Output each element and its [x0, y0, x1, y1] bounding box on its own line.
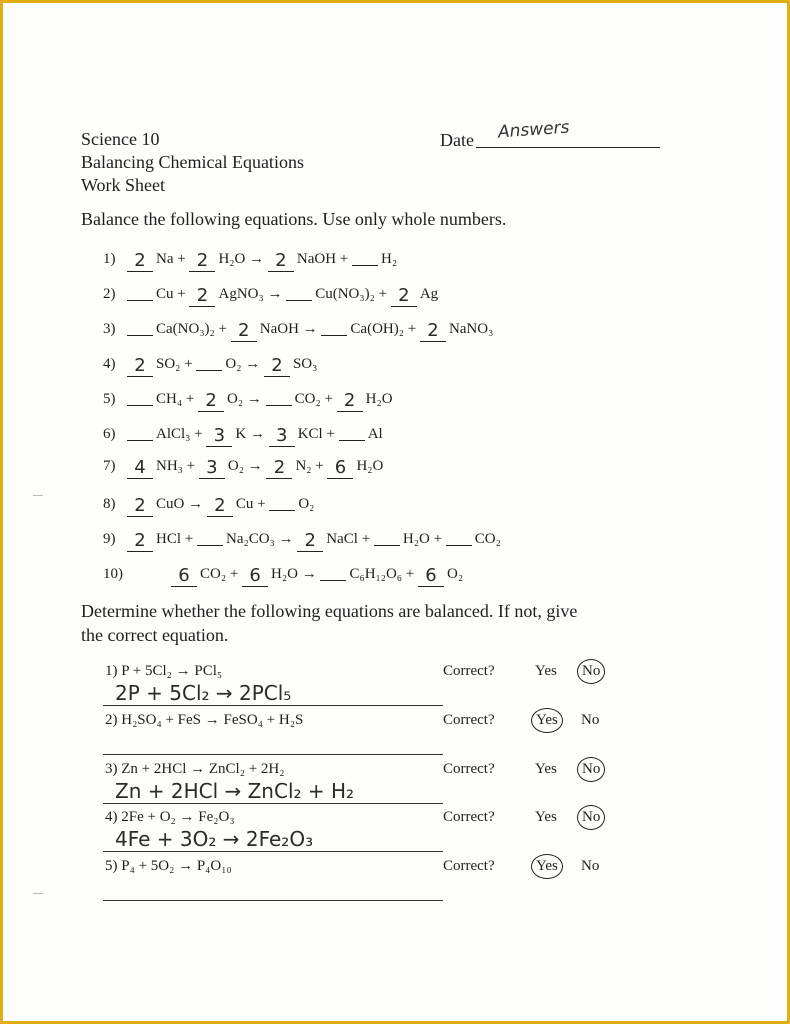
handwritten-coefficient: 6	[334, 457, 347, 478]
coefficient-blank	[231, 320, 257, 342]
part2-instruction-line2: the correct equation.	[81, 625, 229, 645]
reaction-arrow: →	[263, 286, 287, 302]
coefficient-blank	[207, 495, 233, 517]
handwritten-coefficient: 2	[427, 320, 439, 341]
handwritten-coefficient: 2	[343, 390, 356, 411]
handwritten-coefficient: 2	[196, 285, 209, 306]
plus-sign: +	[173, 251, 190, 267]
part2-instruction-line1: Determine whether the following equations are balanced. If not, give	[81, 601, 578, 621]
equation-term	[266, 391, 321, 407]
equation-term	[127, 250, 174, 271]
coefficient-blank	[197, 528, 223, 546]
chemical-formula: CuO	[156, 496, 185, 512]
reaction-arrow: →	[274, 531, 298, 547]
check-item-equation	[105, 809, 235, 826]
chemical-formula: CH₄	[156, 391, 183, 407]
equation-term	[418, 565, 464, 586]
equation-term	[127, 530, 182, 551]
no-label: No	[581, 712, 600, 728]
no-circled: No	[577, 659, 605, 684]
chemical-formula: H₂O	[218, 251, 246, 267]
no-label: No	[581, 858, 600, 874]
equation-term	[321, 321, 404, 337]
handwritten-coefficient: 2	[196, 250, 209, 271]
chemical-formula: H₂	[381, 251, 398, 267]
correct-question: Correct?	[443, 712, 495, 728]
check-item-equation	[105, 663, 222, 680]
plus-sign: +	[182, 391, 199, 407]
no-option	[581, 761, 601, 778]
coefficient-blank	[189, 285, 215, 307]
equation-number: 7)	[103, 458, 116, 474]
equation-term	[286, 286, 375, 302]
reaction-arrow: →	[246, 426, 269, 442]
chemical-formula: N₂	[295, 458, 312, 474]
plus-sign: +	[374, 286, 391, 302]
equation-number: 6)	[103, 426, 116, 442]
correct-question: Correct?	[443, 858, 495, 874]
plus-sign: +	[336, 251, 352, 267]
chemical-formula: O₂	[447, 566, 464, 582]
chemical-formula: Na₂CO₃	[225, 531, 275, 547]
chemical-formula: CO₂	[200, 566, 227, 582]
equation-term	[352, 251, 397, 267]
plus-sign: +	[403, 321, 420, 337]
equation-term	[189, 285, 264, 306]
yes-label: Yes	[535, 663, 557, 679]
coefficient-blank	[269, 425, 295, 447]
worksheet-page	[3, 3, 787, 1021]
coefficient-blank	[327, 457, 353, 479]
yes-option	[535, 712, 559, 729]
plus-sign: +	[253, 496, 270, 512]
reaction-arrow: →	[243, 458, 267, 474]
reaction-arrow: →	[297, 566, 321, 582]
chemical-formula: Cu(NO₃)₂	[315, 286, 375, 302]
handwritten-answer: 4Fe + 3O₂ → 2Fe₂O₃	[115, 827, 314, 851]
equation-term	[242, 565, 298, 586]
yes-label: Yes	[535, 761, 557, 777]
handwritten-coefficient: 3	[275, 425, 288, 446]
equation-number: 10)	[103, 566, 123, 582]
item-number: 5)	[105, 858, 122, 874]
no-option	[581, 663, 601, 680]
handwritten-coefficient: 3	[213, 425, 226, 446]
handwritten-coefficient: 2	[273, 457, 286, 478]
chemical-formula: O₂	[298, 496, 315, 512]
equation-number: 5)	[103, 391, 116, 407]
yes-option	[535, 858, 559, 875]
equation-term	[196, 356, 241, 372]
handwritten-coefficient: 4	[134, 457, 146, 478]
equation-term	[207, 495, 254, 516]
correct-question: Correct?	[443, 761, 495, 777]
equation-term	[127, 391, 182, 407]
coefficient-blank	[337, 390, 363, 412]
coefficient-blank	[374, 528, 400, 546]
chemical-formula: C₆H₁₂O₆	[349, 566, 403, 582]
coefficient-blank	[189, 250, 215, 272]
equation-row	[103, 423, 383, 447]
worksheet-subtitle: Work Sheet	[81, 175, 166, 195]
item-equation: H₂SO₄ + FeS → FeSO₄ + H₂S	[121, 712, 304, 728]
coefficient-blank	[127, 530, 153, 552]
equation-row	[103, 458, 383, 479]
chemical-formula: NaCl	[326, 531, 358, 547]
yes-option	[535, 663, 557, 680]
yes-label: Yes	[535, 809, 557, 825]
chemical-formula: O₂	[227, 391, 244, 407]
reaction-arrow: →	[184, 496, 207, 512]
coefficient-blank	[127, 495, 153, 517]
coefficient-blank	[127, 457, 153, 479]
chemical-formula: Al	[367, 426, 383, 442]
equation-number: 4)	[103, 356, 116, 372]
chemical-formula: KCl	[297, 426, 323, 442]
coefficient-blank	[127, 283, 153, 301]
chemical-formula: NaOH	[259, 321, 299, 337]
chemical-formula: Ag	[419, 286, 439, 302]
chemical-formula: H₂O	[402, 531, 430, 547]
equation-term	[339, 426, 383, 442]
equation-term	[197, 531, 275, 547]
reaction-arrow: →	[245, 251, 268, 267]
equation-term	[171, 565, 227, 586]
handwritten-coefficient: 6	[425, 565, 437, 586]
date-field	[440, 117, 660, 151]
coefficient-blank	[268, 250, 294, 272]
chemical-formula: H₂O	[365, 391, 393, 407]
plus-sign: +	[190, 426, 207, 442]
handwritten-answer: 2P + 5Cl₂ → 2PCl₅	[115, 681, 292, 705]
equation-term	[127, 426, 190, 442]
coefficient-blank	[391, 285, 417, 307]
coefficient-blank	[196, 353, 222, 371]
plus-sign: +	[182, 458, 199, 474]
correct-question: Correct?	[443, 663, 495, 679]
coefficient-blank	[320, 563, 346, 581]
handwritten-coefficient: 2	[304, 530, 316, 551]
course-title: Science 10	[81, 129, 160, 149]
coefficient-blank	[127, 388, 153, 406]
coefficient-blank	[266, 457, 292, 479]
equation-term	[391, 285, 439, 306]
plus-sign: +	[402, 566, 419, 582]
coefficient-blank	[242, 565, 268, 587]
coefficient-blank	[199, 457, 225, 479]
equation-row	[103, 563, 463, 587]
answer-line	[103, 754, 443, 755]
handwritten-coefficient: 6	[249, 565, 261, 586]
plus-sign: +	[357, 531, 374, 547]
coefficient-blank	[127, 423, 153, 441]
item-equation: P + 5Cl₂ → PCl₅	[121, 663, 223, 679]
coefficient-blank	[198, 390, 224, 412]
chemical-formula: SO₂	[156, 356, 181, 372]
no-circled: No	[577, 757, 605, 782]
chemical-formula: SO₃	[292, 356, 318, 372]
coefficient-blank	[420, 320, 446, 342]
equation-row	[103, 528, 501, 552]
plus-sign: +	[320, 391, 337, 407]
item-equation: 2Fe + O₂ → Fe₂O₃	[121, 809, 235, 825]
coefficient-blank	[171, 565, 197, 587]
equation-term	[198, 390, 244, 411]
chemical-formula: AgNO₃	[218, 286, 264, 302]
check-item-equation	[105, 712, 303, 729]
handwritten-coefficient: 2	[214, 495, 226, 516]
equation-row	[103, 353, 317, 377]
equation-term	[327, 457, 384, 478]
coefficient-blank	[264, 355, 290, 377]
reaction-arrow: →	[298, 321, 322, 337]
plus-sign: +	[181, 531, 197, 547]
equation-row	[103, 388, 393, 412]
handwritten-coefficient: 2	[398, 285, 410, 306]
chemical-formula: Ca(NO₃)₂	[156, 321, 215, 337]
worksheet-title: Balancing Chemical Equations	[81, 152, 304, 172]
part1-instruction: Balance the following equations. Use only whole numbers.	[81, 209, 507, 229]
handwritten-coefficient: 3	[206, 457, 218, 478]
chemical-formula: NH₃	[156, 458, 183, 474]
equation-term	[269, 496, 314, 512]
coefficient-blank	[269, 493, 295, 511]
equation-term	[189, 250, 246, 271]
handwritten-coefficient: 2	[271, 355, 283, 376]
yes-option	[535, 761, 557, 778]
chemical-formula: Na	[156, 251, 174, 267]
plus-sign: +	[311, 458, 328, 474]
equation-term	[127, 355, 181, 376]
no-option	[581, 712, 599, 729]
correct-question: Correct?	[443, 809, 495, 825]
equation-term	[337, 390, 393, 411]
coefficient-blank	[127, 355, 153, 377]
answer-line	[103, 900, 443, 901]
handwritten-coefficient: 2	[238, 320, 250, 341]
check-item-equation	[105, 858, 232, 875]
handwritten-coefficient: 2	[134, 530, 146, 551]
chemical-formula: O₂	[225, 356, 242, 372]
equation-term	[231, 320, 299, 341]
item-number: 4)	[105, 809, 122, 825]
coefficient-blank	[418, 565, 444, 587]
equation-term	[264, 355, 318, 376]
no-circled: No	[577, 805, 605, 830]
answer-line	[103, 705, 443, 706]
chemical-formula: H₂O	[356, 458, 384, 474]
reaction-arrow: →	[243, 391, 266, 407]
equation-term	[268, 250, 337, 271]
handwritten-coefficient: 2	[275, 250, 287, 271]
reaction-arrow: →	[241, 356, 264, 372]
date-label: Date	[440, 130, 474, 150]
chemical-formula: Cu	[156, 286, 174, 302]
equation-term	[269, 425, 323, 446]
no-option	[581, 858, 599, 875]
equation-term	[446, 531, 501, 547]
equation-term	[374, 531, 430, 547]
handwritten-coefficient: 2	[134, 495, 146, 516]
coefficient-blank	[127, 250, 153, 272]
plus-sign: +	[214, 321, 231, 337]
item-number: 3)	[105, 761, 122, 777]
item-number: 1)	[105, 663, 122, 679]
equation-term	[127, 495, 185, 516]
equation-term	[127, 321, 215, 337]
equation-term	[297, 530, 358, 551]
chemical-formula: H₂O	[271, 566, 298, 582]
equation-term	[206, 425, 247, 446]
plus-sign: +	[322, 426, 339, 442]
handwritten-answer: Zn + 2HCl → ZnCl₂ + H₂	[115, 779, 355, 803]
equation-term	[127, 286, 174, 302]
equation-row	[103, 318, 493, 342]
plus-sign: +	[429, 531, 446, 547]
coefficient-blank	[127, 318, 153, 336]
chemical-formula: CO₂	[474, 531, 501, 547]
coefficient-blank	[446, 528, 472, 546]
handwritten-coefficient: 2	[134, 355, 146, 376]
coefficient-blank	[321, 318, 347, 336]
handwritten-coefficient: 2	[134, 250, 146, 271]
coefficient-blank	[339, 423, 365, 441]
equation-row	[103, 248, 397, 272]
equation-term	[127, 457, 183, 478]
scan-speck	[33, 495, 43, 496]
chemical-formula: K	[235, 426, 247, 442]
equation-term	[199, 457, 244, 478]
item-equation: P₄ + 5O₂ → P₄O₁₀	[121, 858, 232, 874]
chemical-formula: CO₂	[294, 391, 321, 407]
item-number: 2)	[105, 712, 122, 728]
handwritten-coefficient: 2	[205, 390, 217, 411]
chemical-formula: O₂	[227, 458, 244, 474]
equation-number: 3)	[103, 321, 116, 337]
check-item-equation	[105, 761, 284, 778]
plus-sign: +	[226, 566, 243, 582]
coefficient-blank	[352, 248, 378, 266]
answer-line	[103, 851, 443, 852]
no-option	[581, 809, 601, 826]
coefficient-blank	[297, 530, 323, 552]
equation-number: 8)	[103, 496, 116, 512]
scan-speck	[33, 893, 43, 894]
chemical-formula: Cu	[235, 496, 254, 512]
equation-term	[320, 566, 402, 582]
equation-number: 9)	[103, 531, 116, 547]
equation-number: 1)	[103, 251, 116, 267]
equation-number: 2)	[103, 286, 116, 302]
plus-sign: +	[180, 356, 197, 372]
yes-option	[535, 809, 557, 826]
chemical-formula: AlCl₃	[156, 426, 191, 442]
chemical-formula: Ca(OH)₂	[350, 321, 404, 337]
coefficient-blank	[266, 388, 292, 406]
equation-row	[103, 493, 314, 517]
item-equation: Zn + 2HCl → ZnCl₂ + 2H₂	[121, 761, 285, 777]
yes-circled: Yes	[531, 708, 563, 733]
chemical-formula: NaNO₃	[448, 321, 494, 337]
chemical-formula: NaOH	[296, 251, 337, 267]
equation-row	[103, 283, 438, 307]
chemical-formula: HCl	[156, 531, 182, 547]
date-line	[476, 117, 660, 148]
coefficient-blank	[206, 425, 232, 447]
coefficient-blank	[286, 283, 312, 301]
yes-circled: Yes	[531, 854, 563, 879]
date-handwritten-value: Answers	[497, 117, 571, 143]
plus-sign: +	[173, 286, 190, 302]
handwritten-coefficient: 6	[178, 565, 190, 586]
answer-line	[103, 803, 443, 804]
equation-term	[266, 457, 312, 478]
equation-term	[420, 320, 494, 341]
